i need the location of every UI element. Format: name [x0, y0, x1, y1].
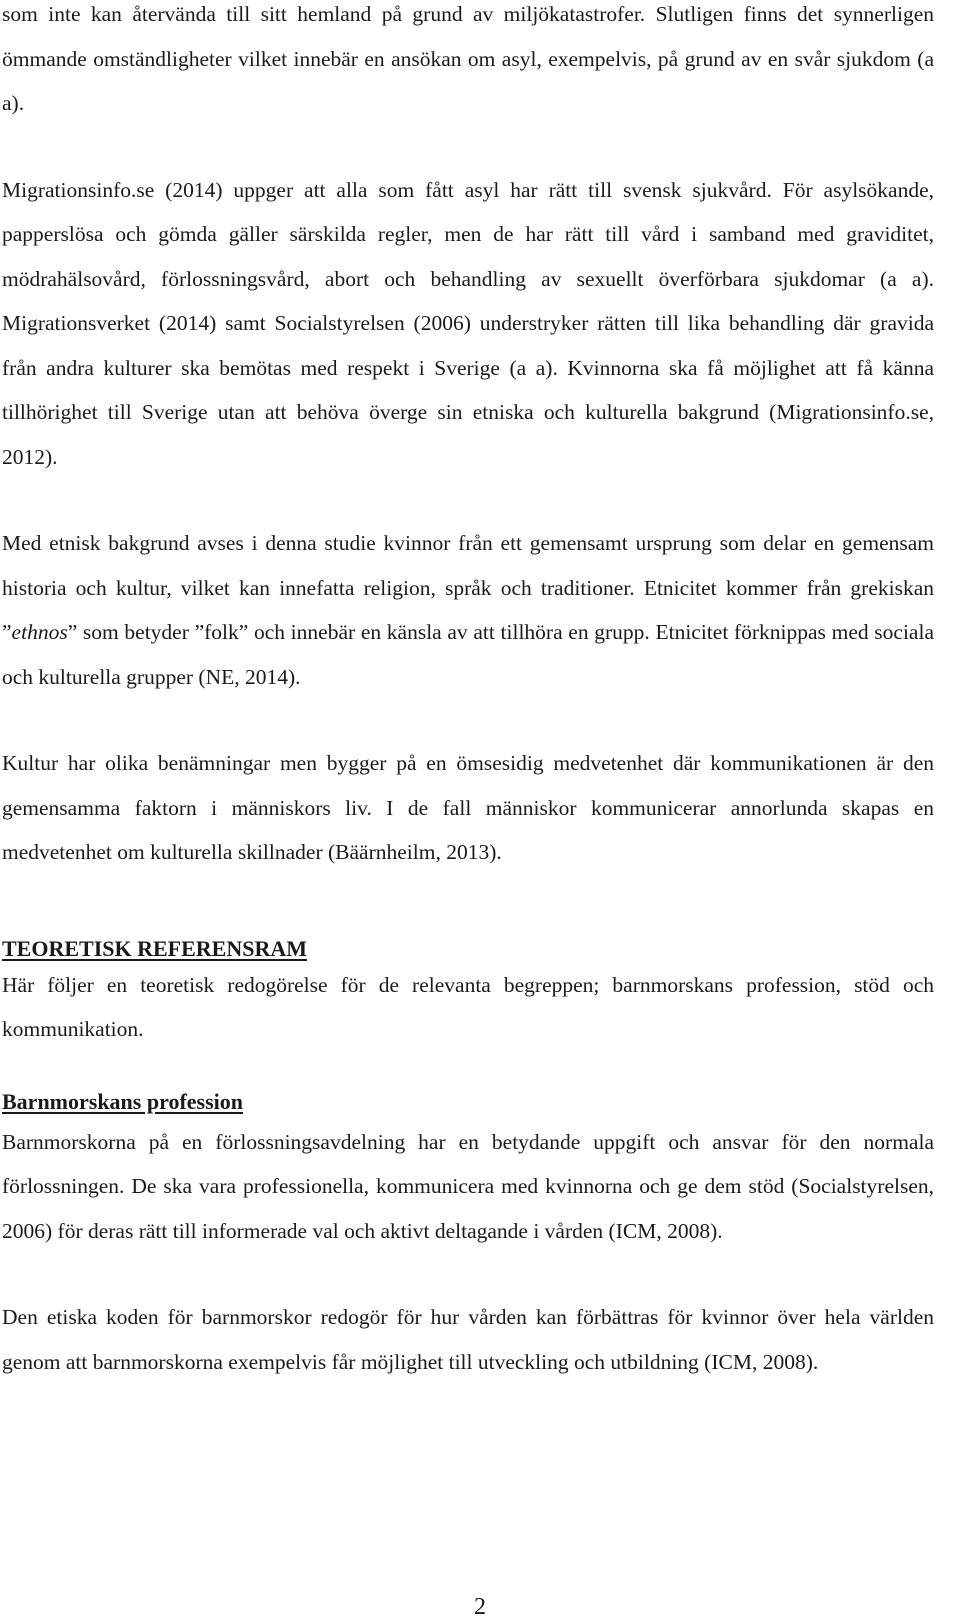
- paragraph-section-intro: Här följer en teoretisk redogörelse för de relevanta begreppen; barnmorskans profession, stöd och kommunikation.: [2, 972, 934, 1041]
- paragraph-midwife-role: Barnmorskorna på en förlossningsavdelning har en betydande uppgift och ansvar för den normala förlossningen. De ska vara professionella, kommunicera med kvinnorna och ge dem stöd (Socialstyrelsen, 2006) för deras rätt till informerade val och aktivt deltagande i vården (ICM, 2008).: [2, 1129, 934, 1243]
- paragraph-asylum-grounds: som inte kan återvända till sitt hemland på grund av miljökatastrofer. Slutligen finns det synnerligen ömmande omständligheter vilket innebär en ansökan om asyl, exempelvis, på grund av en svår sjukdom (a a).: [2, 2, 934, 115]
- term-ethnos: ethnos: [11, 620, 68, 644]
- paragraph-culture: Kultur har olika benämningar men bygger på en ömsesidig medvetenhet där kommunikationen är den gemensamma faktorn i människors liv. I de fall människor kommunicerar annorlunda skapas en medvetenhet om kulturella skillnader (Bäärnheilm, 2013).: [2, 751, 934, 864]
- subsection-heading: Barnmorskans profession: [2, 1088, 244, 1114]
- section-heading: TEORETISK REFERENSRAM: [2, 935, 308, 961]
- paragraph-ethnic-background: [2, 521, 934, 699]
- paragraph-ethics-code: Den etiska koden för barnmorskor redogör för hur vården kan förbättras för kvinnor över hela världen genom att barnmorskorna exempelvis får möjlighet till utveckling och utbildning (ICM, 2008).: [2, 1305, 934, 1374]
- ethnic-background-text-start: Med etnisk bakgrund avses i denna studie kvinnor från ett gemensamt ursprung som delar en gemensam historia och kultur, vilket kan innefatta religion, språk och traditioner. Etnicitet kommer från grekiskan ”: [2, 531, 934, 644]
- ethnic-background-text-end: ” som betyder ”folk” och innebär en känsla av att tillhöra en grupp. Etnicitet förknippas med sociala och kulturella grupper (NE, 2014).: [2, 620, 934, 689]
- paragraph-healthcare-rights: Migrationsinfo.se (2014) uppger att alla som fått asyl har rätt till svensk sjukvård. För asylsökande, papperslösa och gömda gäller särskilda regler, men de har rätt till vård i samband med graviditet, mödrahälsovård, förlossningsvård, abort och behandling av sexuellt överförbara sjukdomar (a a). Migrationsverket (2014) samt Socialstyrelsen (2006) understryker rätten till lika behandling där gravida från andra kulturer ska bemötas med respekt i Sverige (a a). Kvinnorna ska få möjlighet att få känna tillhörighet till Sverige utan att behöva överge sin etniska och kulturella bakgrund (Migrationsinfo.se, 2012).: [2, 177, 934, 469]
- page-number: 2: [474, 1594, 486, 1620]
